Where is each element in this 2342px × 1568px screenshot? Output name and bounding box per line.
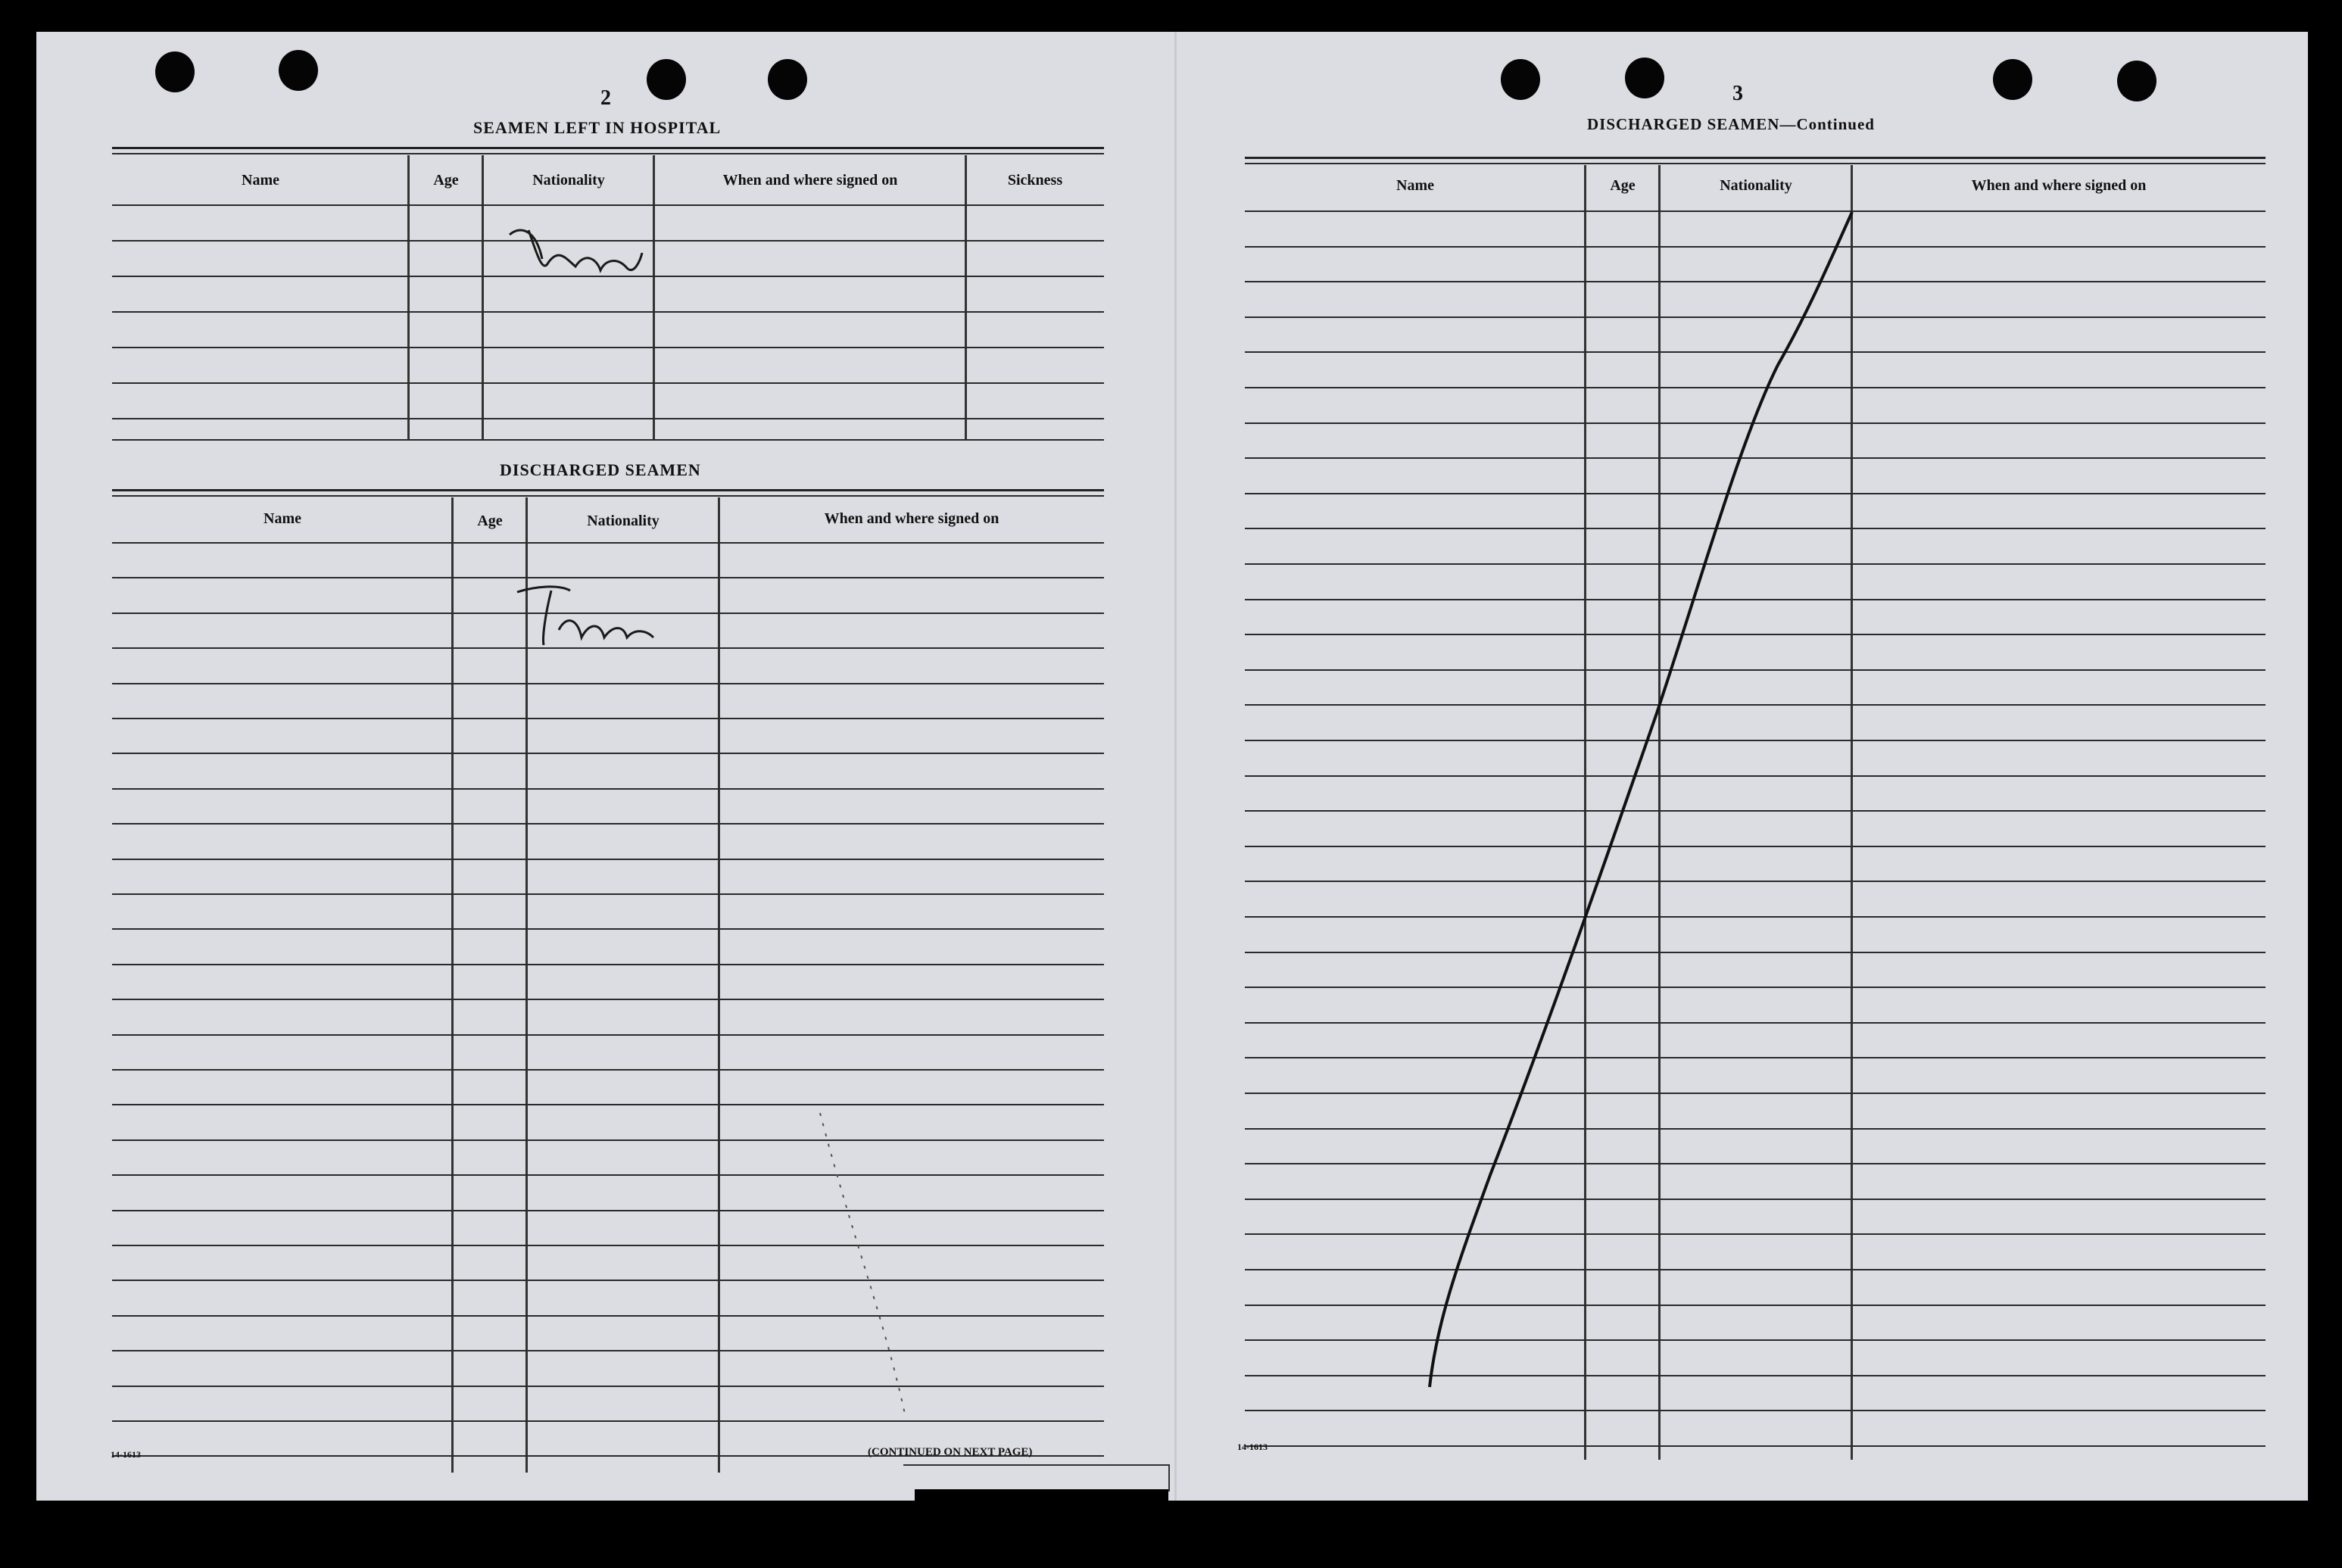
discharged-col-name: Name	[264, 510, 301, 527]
right-col-nationality: Nationality	[1720, 177, 1792, 194]
handwritten-none-hospital	[510, 230, 642, 270]
right-col-age: Age	[1610, 177, 1636, 194]
right-page-number: 3	[1732, 82, 1743, 105]
continued-note: (CONTINUED ON NEXT PAGE)	[868, 1446, 1033, 1458]
handwriting-overlay	[36, 32, 2308, 1501]
left-page-number: 2	[600, 86, 611, 110]
hospital-col-sickness: Sickness	[1007, 172, 1063, 189]
discharged-col-signed-on: When and where signed on	[824, 510, 999, 527]
hospital-col-age: Age	[433, 172, 459, 189]
hospital-col-signed-on: When and where signed on	[722, 172, 898, 189]
right-col-name: Name	[1396, 177, 1434, 194]
document-sheet	[36, 32, 2308, 1501]
left-form-code: 14-1613	[111, 1449, 141, 1460]
right-col-signed-on: When and where signed on	[1971, 177, 2147, 194]
diagonal-cancellation-line	[1430, 212, 1852, 1387]
discharged-col-age: Age	[477, 513, 503, 529]
discharged-section-title: DISCHARGED SEAMEN	[500, 460, 701, 479]
hospital-col-nationality: Nationality	[532, 172, 605, 189]
handwritten-none-discharged	[517, 587, 653, 645]
discharged-col-nationality: Nationality	[587, 513, 660, 529]
right-section-title: DISCHARGED SEAMEN—Continued	[1587, 115, 1875, 133]
hospital-section-title: SEAMEN LEFT IN HOSPITAL	[473, 118, 722, 137]
hospital-col-name: Name	[242, 172, 279, 189]
pencil-trace	[820, 1113, 906, 1417]
right-form-code: 14-1613	[1237, 1442, 1268, 1452]
